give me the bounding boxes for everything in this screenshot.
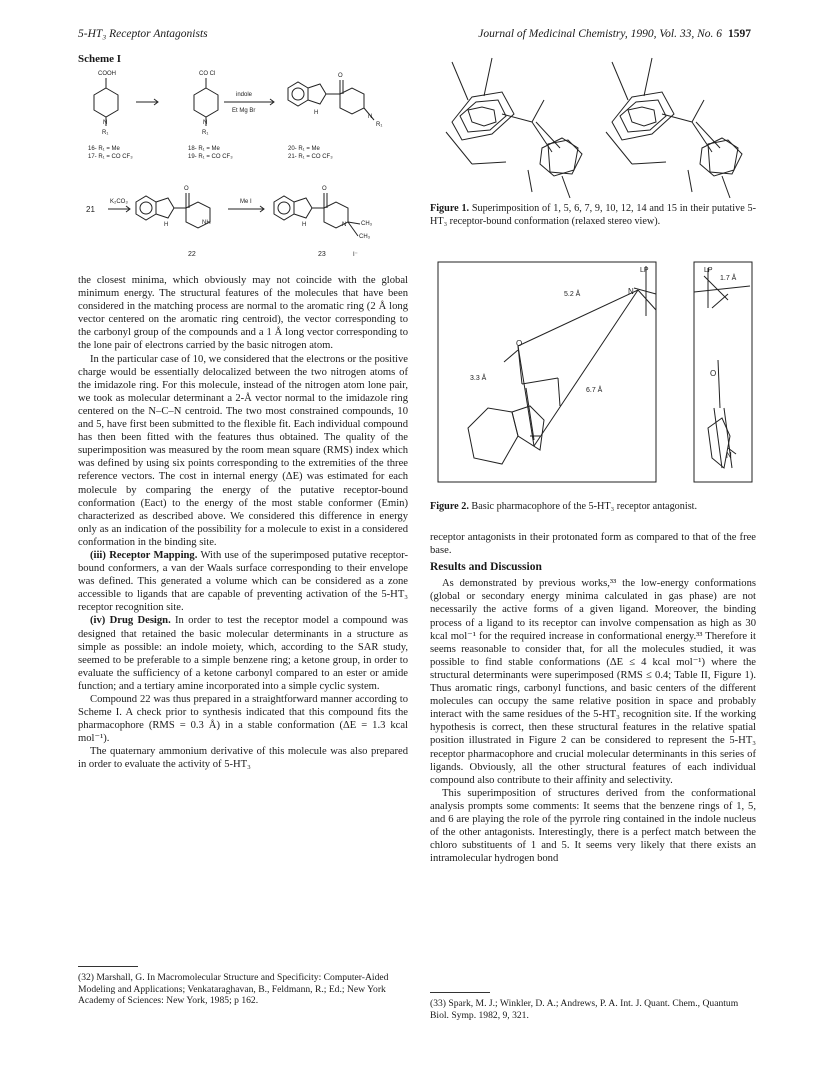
footnote-rule <box>430 992 490 993</box>
figure-2-caption <box>430 501 756 514</box>
scheme-label-nh: NH <box>202 220 211 226</box>
scheme-label-o: O <box>184 186 189 192</box>
scheme-label-mei: Me I <box>240 199 252 205</box>
scheme-label-k2co3: K₂CO₃ <box>110 199 128 205</box>
paragraph: This superimposition of structures derived from the conformational analysis prompts some comments: It seems that the benzene rings of 1, 5, and 6 are playing the role of the pyrrole ring contained in the indole nucleus of the other antagonists. Interestingly, there is a perfect match between the chloro substituents of 1 and 5. It seems very likely that there exists an intramolecular hydrogen bond <box>430 787 756 865</box>
section-heading-results: Results and Discussion <box>430 561 542 574</box>
left-column <box>78 274 408 772</box>
paragraph: As demonstrated by previous works,³³ the low-energy conformations (global or secondary energy minima calculated in gas phase) are not necessarily the active forms of a given ligand. Moreover, the binding process of a ligand to its receptor can involve compensation as high as 30 kcal mol⁻¹ for the required increase in conformational energy.³³ Therefore it seems reasonable to consider that, for all the molecules studied, it was possible to find stable conformations (ΔE ≤ 4 kcal mol⁻¹) where the structural determinants were superimposed (RMS ≤ 0.4; Table II, Figure 1). Thus aromatic rings, carbonyl functions, and basic centers of the different molecules can occupy the same relative position in space and probably interact with the same residues of the 5-HT₃ recognition site. If the working hypothesis is correct, then these structural features in the relative spatial position illustrated in Figure 2 can be considered to represent the 5-HT₃ receptor pharmacophore and crucial molecular determinants in this series of ligands. Obviously, all the other structural features of each individual compound also contribute to their affinity and selectivity. <box>430 578 756 786</box>
paragraph-drug-design <box>78 614 408 693</box>
distance-1-7-label: 1.7 Å <box>720 275 737 282</box>
scheme-label-r1: R₁ <box>376 122 383 128</box>
compound-21-label: 21- R₁ = CO CF₃ <box>288 154 333 160</box>
figure-2-caption-text: Basic pharmacophore of the 5-HT₃ receptor antagonist. <box>471 501 698 512</box>
right-column <box>430 531 756 865</box>
compound-22-number: 22 <box>188 251 196 258</box>
scheme-label-r1: R₁ <box>202 130 209 136</box>
journal-citation: Journal of Medicinal Chemistry, 1990, Vol. 33, No. 6 <box>478 28 722 40</box>
lone-pair-label: LP <box>640 267 649 274</box>
scheme-label-r1: R₁ <box>102 130 109 136</box>
subheading-receptor-mapping: (iii) Receptor Mapping. <box>90 549 198 561</box>
scheme-label-h: H <box>302 222 307 228</box>
scheme-label-n: N <box>368 114 373 120</box>
scheme-label-cooh: COOH <box>98 71 116 77</box>
figure-1-caption-text: Superimposition of 1, 5, 6, 7, 9, 10, 12, 14 and 15 in their putative 5-HT₃ receptor-bound conformation (relaxed stereo view). <box>430 203 756 227</box>
iodide-label: I⁻ <box>353 252 358 258</box>
figure-2-label: Figure 2. <box>430 501 469 512</box>
scheme-label-n: N <box>203 120 208 126</box>
paragraph: In the particular case of 10, we considered that the electrons or the positive charge would be essentially delocalized between the two nitrogen atoms of the imidazole ring. For this molecule, instead of the nitrogen atom lone pair, we took as molecular determinant a 2-Å vector normal to the imidazole ring centered on the N–C–N centroid. The two most constrained compounds, 10 and 5, have first been submitted to the flexible fit. Each individual compound has then been fitted with the features thus obtained. The quality of the superimposition was measured by the room mean square (RMS) index which was defined by using six points corresponding to the extremities of the three reference vectors. The cost in internal energy (ΔE) was estimated for each molecule by comparing the energy of the putative receptor-bound conformation (Eact) to the energy of the most stable conformer (Emin) characterized as described above. We considered this difference in energy only as an indication of the possibility for a molecule to exist in a considered conformation in the binding site. <box>78 353 408 548</box>
nitrogen-label: N <box>726 451 732 460</box>
scheme-title: Scheme I <box>78 53 122 65</box>
figure-2-pharmacophore <box>432 258 758 490</box>
paragraph: receptor antagonists in their protonated form as compared to that of the free base. <box>430 532 756 557</box>
nitrogen-label: N <box>628 287 634 296</box>
paragraph: Compound 22 was thus prepared in a straightforward manner according to Scheme I. A check prior to synthesis indicated that this compound fits the pharmacophore (RMS = 0.3 Å) in a stable conformation (ΔE = 1.3 kcal mol⁻¹). <box>78 694 408 745</box>
receptor-mapping-text: With use of the superimposed putative receptor-bound conformers, a van der Waals surface corresponding to their envelope was defined. This generated a volume which can be considered as a zone accessible to ligands that are capable of preventing activation of the 5-HT₃ receptor recognition site. <box>78 549 408 614</box>
paragraph: The quaternary ammonium derivative of this molecule was also prepared in order to evaluate the activity of 5-HT₃ <box>78 746 408 771</box>
running-header-left: 5-HT₃ Receptor Antagonists <box>78 28 208 40</box>
compound-17-label: 17- R₁ = CO CF₃ <box>88 154 133 160</box>
start-compound-21: 21 <box>86 205 95 214</box>
footnote-33: (33) Spark, M. J.; Winkler, D. A.; Andrews, P. A. Int. J. Quant. Chem., Quantum Biol. Symp. 1982, 9, 321. <box>430 998 739 1021</box>
scheme-label-nh: H <box>314 110 319 116</box>
scheme-label-h: H <box>164 222 169 228</box>
drug-design-text: In order to test the receptor model a compound was designed that retained the basic molecular determinants in a structure as simple as possible: an indole moiety, which, according to the SAR study, seemed to be preferable to a simple benzene ring; a ketone group, in order to evaluate the sufficiency of a ketone carbonyl compared to an ester or amide function; and a tertiary amine incorporated into a simple cyclic system. <box>78 615 408 692</box>
lone-pair-label: LP <box>704 267 713 274</box>
scheme-label-indole: indole <box>236 92 253 98</box>
figure-1-stereo-image <box>432 52 758 200</box>
oxygen-label: O <box>710 369 717 378</box>
scheme-label-o: O <box>322 186 327 192</box>
scheme-i-diagram <box>78 66 408 271</box>
oxygen-label: O <box>516 339 523 348</box>
page-number: 1597 <box>728 28 751 40</box>
compound-16-label: 16- R₁ = Me <box>88 146 120 152</box>
subheading-drug-design: (iv) Drug Design. <box>90 615 171 627</box>
figure-1-label: Figure 1. <box>430 203 470 214</box>
scheme-label-n: N <box>103 120 108 126</box>
compound-23-number: 23 <box>318 251 326 258</box>
paragraph-receptor-mapping <box>78 549 408 614</box>
compound-18-label: 18- R₁ = Me <box>188 146 220 152</box>
scheme-label-reagent: Et Mg Br <box>232 108 256 114</box>
paragraph: the closest minima, which obviously may not coincide with the global minimum energy. The structural features of the molecules that have been considered in the matching process are normal to the aromatic ring (2 Å long vector centered on the aromatic ring centroid), the vector corresponding to the carbonyl group of the compounds and a 1 Å long vector corresponding to the lone pair of electrons carried by the basic nitrogen atom. <box>78 275 408 352</box>
distance-6-7-label: 6.7 Å <box>586 387 603 394</box>
distance-5-2-label: 5.2 Å <box>564 291 581 298</box>
figure-1-caption <box>430 203 756 228</box>
scheme-label-cocl: CO Cl <box>199 71 216 77</box>
scheme-label-o: O <box>338 73 343 79</box>
scheme-label-n: N <box>342 222 347 228</box>
footnote-32: (32) Marshall, G. In Macromolecular Structure and Specificity: Computer-Aided Modeling and Applications; Venkataraghavan, B., Feldmann, R.; Ed.; New York Academy of Sciences: New York, 1985; p 162. <box>78 972 389 1007</box>
footnote-rule <box>78 966 138 967</box>
scheme-label-ch3: CH₃ <box>359 234 371 240</box>
scheme-label-ch3: CH₃ <box>361 221 373 227</box>
compound-20-label: 20- R₁ = Me <box>288 146 320 152</box>
distance-3-3-label: 3.3 Å <box>470 375 487 382</box>
running-header-right <box>478 28 751 40</box>
compound-19-label: 19- R₁ = CO CF₃ <box>188 154 233 160</box>
